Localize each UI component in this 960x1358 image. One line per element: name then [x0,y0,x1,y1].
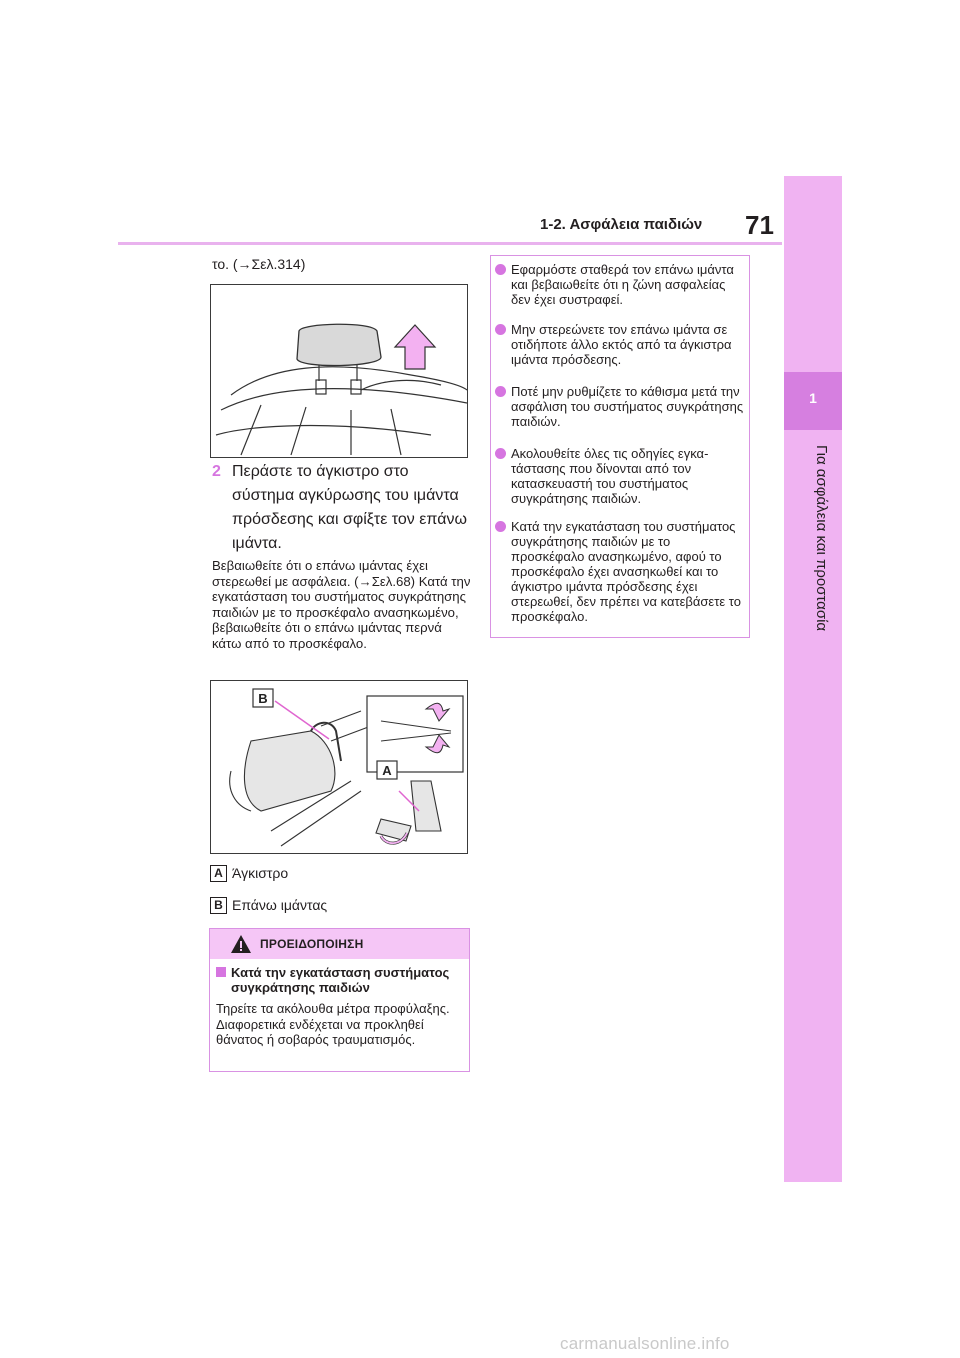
section-title: 1-2. Ασφάλεια παιδιών [540,216,703,233]
warning-triangle-icon [230,934,252,954]
legend-key: A [210,865,227,882]
legend-item [210,864,288,884]
bullet-dot-icon [495,264,506,275]
legend-key: B [210,897,227,914]
bullet-item [495,384,745,429]
legend-text: Επάνω ιμάντας [232,897,328,914]
bullet-text: Μην στερεώνετε τον επάνω ιμάντα σε οτιδήποτε άλλο εκτός από τα άγκιστρα ιμάντα πρόσδεσης. [511,322,732,367]
chapter-side-tab [784,176,842,1182]
chapter-label: Για ασφάλεια και προστασία [813,445,830,632]
warning-subtitle [216,965,466,995]
step-number: 2 [212,463,221,480]
warning-subtitle-text: Κατά την εγκατάσταση συστήματος συγκράτησης παιδιών [231,965,450,995]
warning-box [209,928,470,1072]
bullet-dot-icon [495,386,506,397]
warning-header [210,929,469,959]
headrest-drawing [211,285,467,457]
bullet-text: Εφαρμόστε σταθερά τον επάνω ιμάντα και βεβαιωθείτε ότι η ζώνη ασφαλείας δεν έχει συστραφεί. [511,262,734,307]
label-a: A [382,763,392,778]
bullet-item [495,519,745,624]
legend-item [210,896,327,916]
chapter-number: 1 [809,390,817,406]
intro-text: το. (→Σελ.314) [212,256,306,272]
tether-illustration [210,680,468,854]
bullet-text: Κατά την εγκατάσταση του συστήματος συγκράτησης παιδιών με το προσκέφαλο ανασηκωμένο, αφού το προσκέφαλο έχει ανασηκωθεί και το άγκιστρο ιμάντα πρόσδεσης έχει στερεωθεί, δεν πρέπει να κατεβάσετε το προσκέφαλο. [511,519,741,624]
bullet-text: Ακολουθείτε όλες τις οδηγίες εγκατάστασης που δίνονται από τον κατασκευαστή του συστήματος συγκράτησης παιδιών. [511,446,709,506]
label-b: B [258,691,268,706]
bullet-dot-icon [495,448,506,459]
bullet-dot-icon [495,324,506,335]
tether-drawing [211,681,467,853]
step-paragraph: Βεβαιωθείτε ότι ο επάνω ιμάντας έχει στερεωθεί με ασφάλεια. (→Σελ.68) Κατά την εγκατάσταση του συστήματος συγκράτησης παιδιών με το προσκέφαλο ανασηκωμένο, βεβαιωθείτε ότι ο επάνω ιμάντας περνά κάτω από το προσκέφαλο. [212,558,471,651]
warning-title: ΠΡΟΕΙΔΟΠΟΙΗΣΗ [260,937,364,951]
page-number: 71 [745,210,774,240]
headrest-illustration [210,284,468,458]
bullet-item [495,262,745,307]
bullet-item [495,322,745,367]
bullet-item [495,446,745,506]
warning-body: Τηρείτε τα ακόλουθα μέτρα προφύλαξης. Διαφορετικά ενδέχεται να προκληθεί θάνατος ή σοβαρός τραυματισμός. [216,1001,450,1047]
watermark: carmanualsonline.info [560,1334,730,1353]
warning-continued-panel [490,255,750,638]
square-bullet-icon [216,967,226,977]
legend-text: Άγκιστρο [232,865,289,882]
header-rule [118,242,782,245]
bullet-text: Ποτέ μην ρυθμίζετε το κάθισμα μετά την ασφάλιση του συστήματος συγκράτησης παιδιών. [511,384,744,429]
bullet-dot-icon [495,521,506,532]
step-text: Περάστε το άγκιστρο στο σύστημα αγκύρωσης του ιμάντα πρόσδεσης και σφίξτε τον επάνω ιμάντα. [232,463,467,552]
